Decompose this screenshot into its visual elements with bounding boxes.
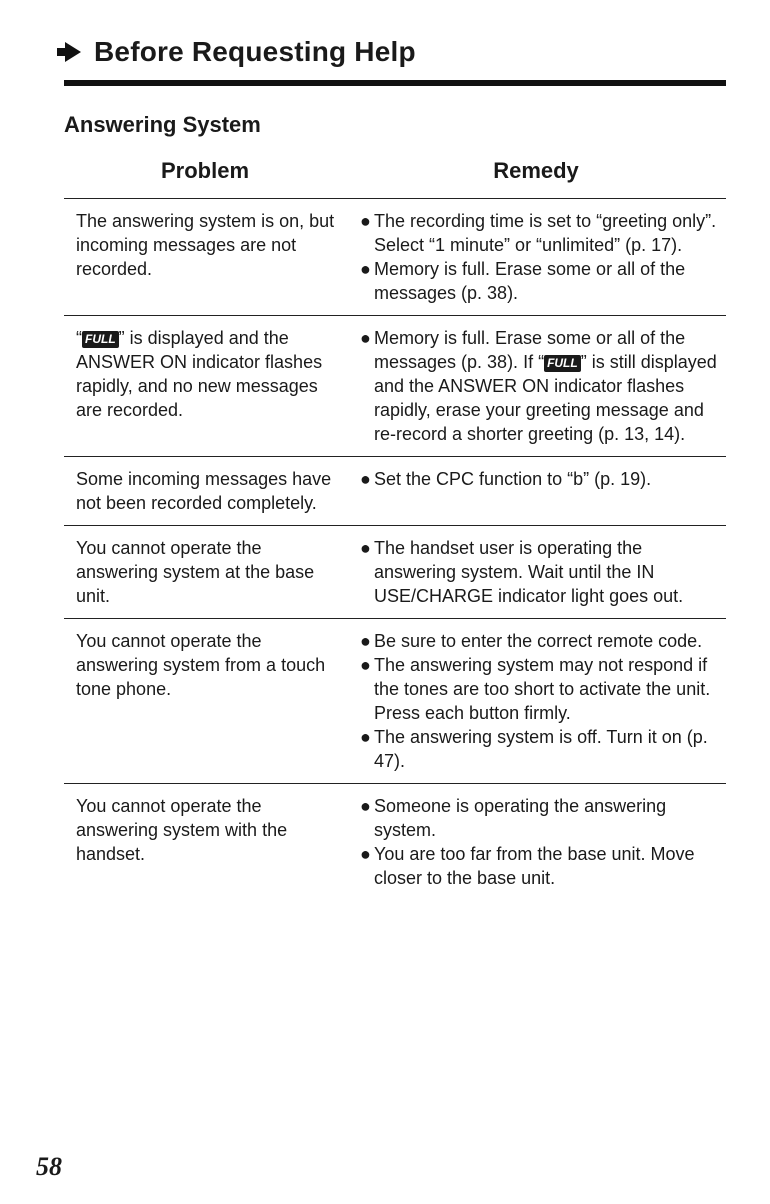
- remedy-item: [360, 629, 726, 653]
- table-row: [64, 784, 726, 900]
- remedy-text: Memory is full. Erase some or all of the messages (p. 38).: [374, 259, 686, 303]
- problem-cell: [64, 316, 346, 456]
- remedy-text: The recording time is set to “greeting only”. Select “1 minute” or “unlimited” (p. 17).: [374, 211, 717, 255]
- bullet-icon: ●: [360, 469, 371, 489]
- page-title: Before Requesting Help: [94, 36, 416, 67]
- column-header-remedy: Remedy: [493, 158, 579, 183]
- table-row: [64, 457, 726, 526]
- problem-text-post: ” is displayed and the ANSWER ON indicator flashes rapidly, and no new messages are recorded.: [76, 328, 323, 420]
- remedy-text: The handset user is operating the answering system. Wait until the IN USE/CHARGE indicator light goes out.: [374, 538, 684, 606]
- table-row: [64, 619, 726, 784]
- problem-text: You cannot operate the answering system from a touch tone phone.: [76, 631, 326, 699]
- arrow-right-icon: [56, 40, 84, 64]
- full-display-icon: FULL: [82, 331, 119, 348]
- column-header-problem: Problem: [160, 158, 250, 183]
- section-title: Answering System: [64, 112, 261, 137]
- remedy-text-post: ” is still displayed and the ANSWER ON indicator flashes rapidly, erase your greeting message and re-record a shorter greeting (p. 13, 14).: [374, 352, 717, 444]
- remedy-text: The answering system may not respond if the tones are too short to activate the unit. Press each button firmly.: [374, 655, 711, 723]
- table-row: [64, 316, 726, 457]
- table-row: [64, 199, 726, 316]
- remedy-cell: [346, 457, 726, 525]
- remedy-item: [360, 725, 726, 773]
- remedy-text: [374, 326, 726, 446]
- bullet-icon: ●: [360, 211, 371, 231]
- problem-text: You cannot operate the answering system with the handset.: [76, 796, 288, 864]
- remedy-text: You are too far from the base unit. Move closer to the base unit.: [374, 844, 695, 888]
- remedy-item: [360, 209, 726, 257]
- remedy-item: [360, 653, 726, 725]
- bullet-icon: ●: [360, 538, 371, 558]
- page-header: [56, 36, 416, 68]
- remedy-item: [360, 467, 726, 491]
- remedy-text: Be sure to enter the correct remote code.: [374, 631, 703, 651]
- bullet-icon: ●: [360, 259, 371, 279]
- remedy-text: Someone is operating the answering system.: [374, 796, 667, 840]
- table-row: [64, 526, 726, 619]
- remedy-item: [360, 842, 726, 890]
- remedy-cell: [346, 199, 726, 315]
- full-display-icon: FULL: [544, 355, 581, 372]
- bullet-icon: ●: [360, 727, 371, 747]
- problem-text: You cannot operate the answering system at the base unit.: [76, 538, 315, 606]
- remedy-cell: [346, 619, 726, 783]
- bullet-icon: ●: [360, 796, 371, 816]
- remedy-cell: [346, 526, 726, 618]
- problem-text: The answering system is on, but incoming messages are not recorded.: [76, 211, 335, 279]
- remedy-text: The answering system is off. Turn it on (p. 47).: [374, 727, 708, 771]
- header-rule: [64, 80, 726, 86]
- remedy-cell: [346, 784, 726, 900]
- troubleshooting-table: [64, 158, 726, 900]
- bullet-icon: ●: [360, 655, 371, 675]
- bullet-icon: ●: [360, 328, 371, 348]
- remedy-item: [360, 536, 726, 608]
- remedy-item: [360, 326, 726, 446]
- page-number: 58: [36, 1152, 62, 1181]
- remedy-cell: [346, 316, 726, 456]
- problem-text-pre: “: [76, 328, 82, 348]
- remedy-text-pre: Memory is full. Erase some or all of the messages (p. 38). If “: [374, 328, 686, 372]
- table-header: [64, 158, 726, 199]
- problem-text: Some incoming messages have not been recorded completely.: [76, 469, 332, 513]
- remedy-item: [360, 257, 726, 305]
- remedy-item: [360, 794, 726, 842]
- remedy-text: Set the CPC function to “b” (p. 19).: [374, 469, 652, 489]
- bullet-icon: ●: [360, 631, 371, 651]
- bullet-icon: ●: [360, 844, 371, 864]
